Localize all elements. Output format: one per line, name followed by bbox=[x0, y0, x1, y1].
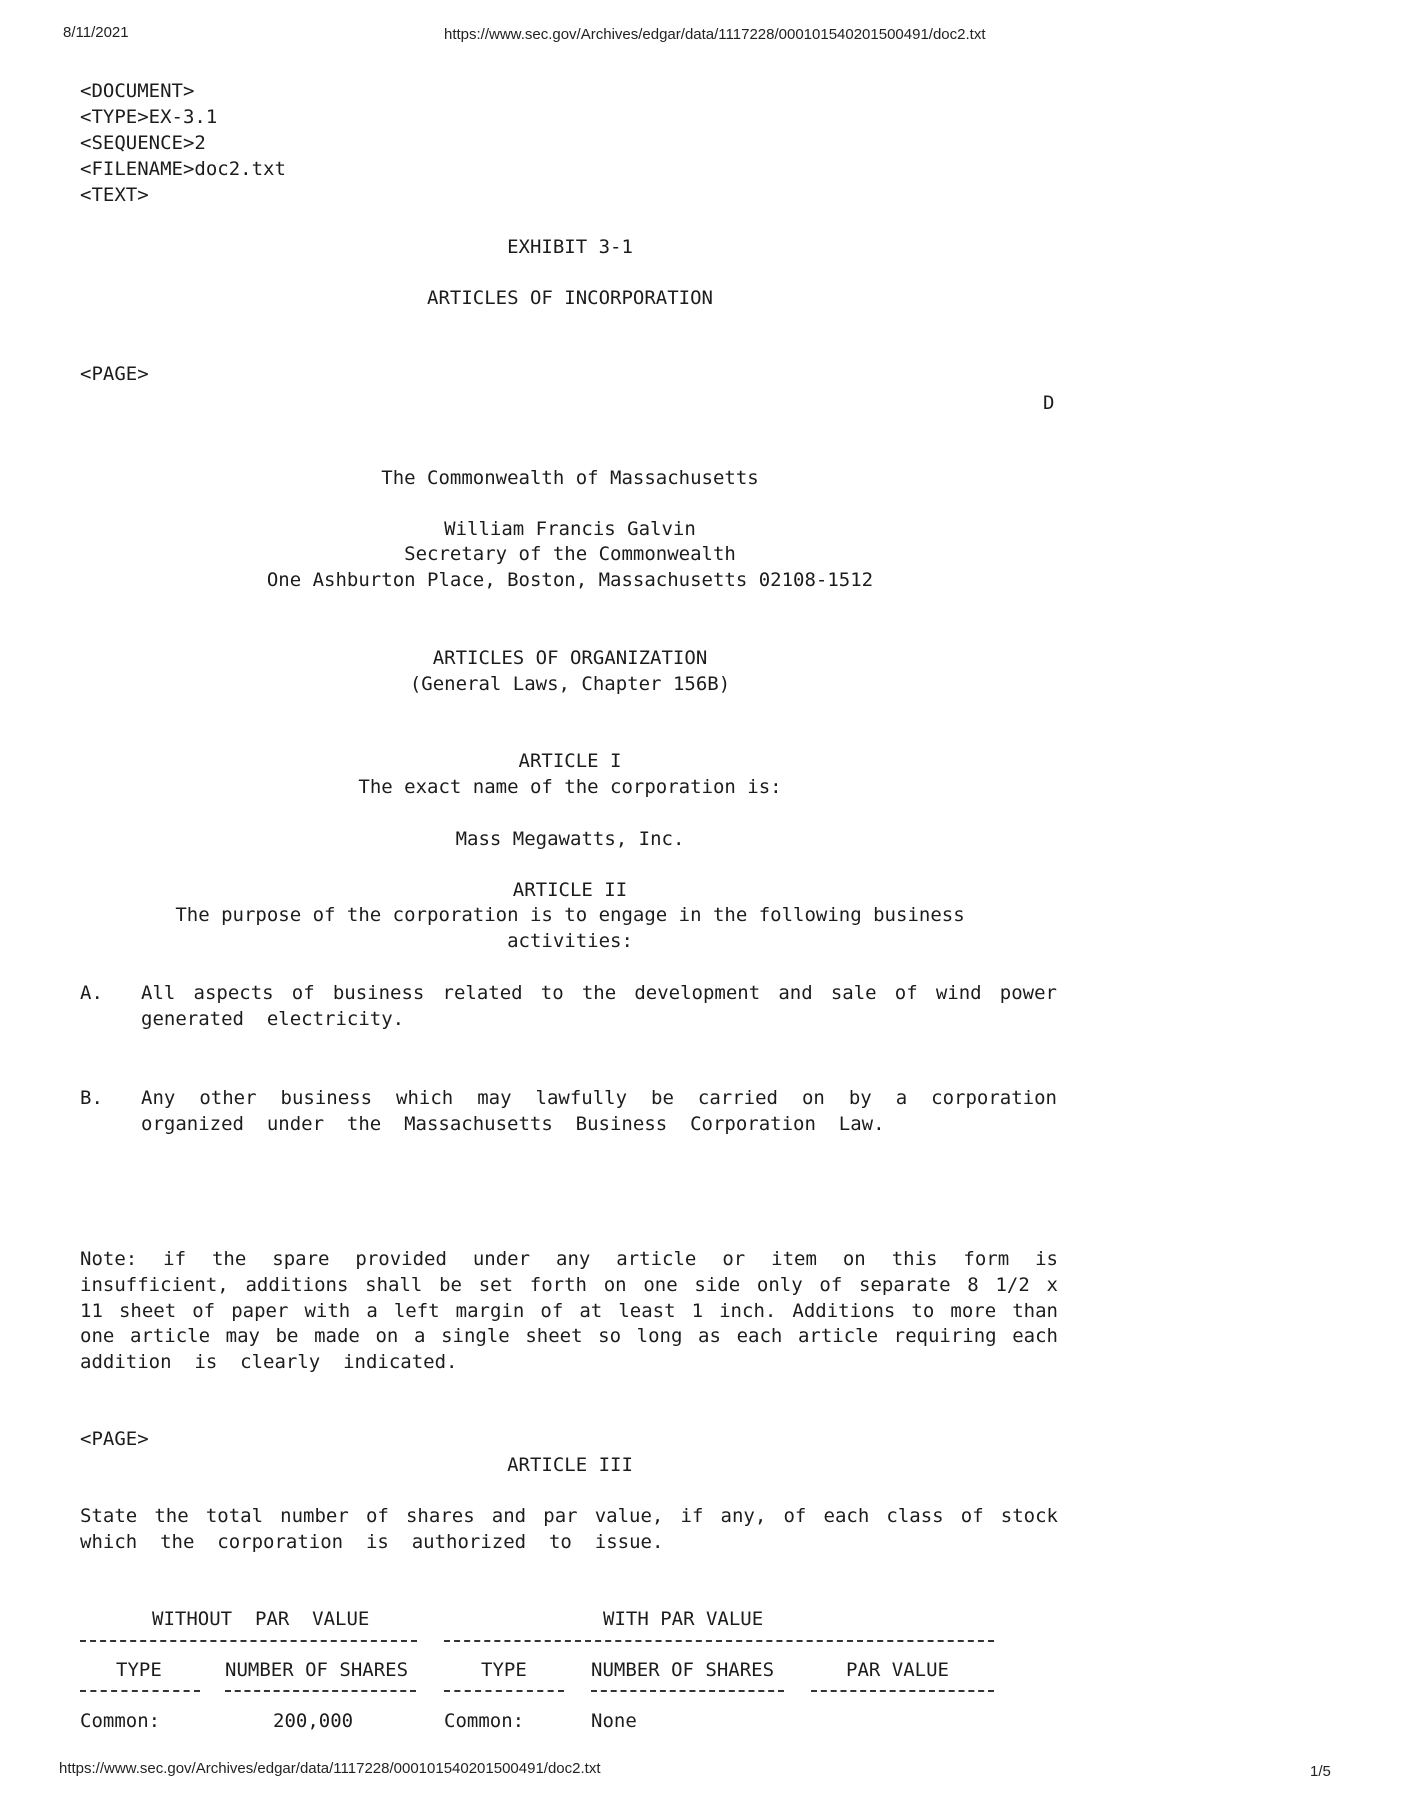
secretary-title: Secretary of the Commonwealth bbox=[404, 543, 736, 565]
col-rule-shares-2 bbox=[591, 1690, 784, 1692]
col-header-shares-2: NUMBER OF SHARES bbox=[591, 1659, 775, 1681]
item-a-line-2: generated electricity. bbox=[141, 1008, 405, 1030]
col-header-shares-1: NUMBER OF SHARES bbox=[225, 1659, 409, 1681]
sgml-text-tag: <TEXT> bbox=[80, 184, 149, 206]
article-1-prompt: The exact name of the corporation is: bbox=[358, 776, 782, 798]
note-line-3: 11 sheet of paper with a left margin of at least 1 inch. Additions to more than bbox=[80, 1300, 1058, 1322]
item-b-line-1: Any other business which may lawfully be carried on by a corporation bbox=[141, 1087, 1057, 1109]
col-rule-shares-1 bbox=[225, 1690, 416, 1692]
article-2-prompt-line-2: activities: bbox=[507, 930, 633, 952]
note-line-4: one article may be made on a single sheet so long as each article requiring each bbox=[80, 1325, 1058, 1347]
item-b-line-2: organized under the Massachusetts Business Corporation Law. bbox=[141, 1113, 885, 1135]
note-line-2: insufficient, additions shall be set forth on one side only of separate 8 1/2 x bbox=[80, 1274, 1058, 1296]
article-2-heading: ARTICLE II bbox=[512, 879, 628, 901]
group-header-without-par: WITHOUT PAR VALUE bbox=[152, 1608, 370, 1630]
col-header-type-2: TYPE bbox=[481, 1659, 527, 1681]
sgml-filename-tag: <FILENAME>doc2.txt bbox=[80, 158, 286, 180]
article-3-heading: ARTICLE III bbox=[507, 1454, 633, 1476]
group-header-with-par: WITH PAR VALUE bbox=[603, 1608, 764, 1630]
row-type-1: Common: bbox=[80, 1710, 161, 1732]
note-line-5: addition is clearly indicated. bbox=[80, 1351, 458, 1373]
article-2-prompt-line-1: The purpose of the corporation is to engage in the following business bbox=[175, 904, 965, 926]
col-rule-type-2 bbox=[444, 1690, 564, 1692]
page-tag-2: <PAGE> bbox=[80, 1428, 149, 1450]
item-a-line-1: All aspects of business related to the development and sale of wind power bbox=[141, 982, 1057, 1004]
row-shares-1: 200,000 bbox=[273, 1710, 354, 1732]
group-rule-with bbox=[444, 1640, 994, 1642]
print-page-number: 1/5 bbox=[1310, 1763, 1331, 1780]
form-law: (General Laws, Chapter 156B) bbox=[409, 673, 731, 695]
margin-mark: D bbox=[1043, 392, 1055, 414]
commonwealth-title: The Commonwealth of Massachusetts bbox=[381, 467, 759, 489]
col-header-type-1: TYPE bbox=[116, 1659, 162, 1681]
sgml-sequence-tag: <SEQUENCE>2 bbox=[80, 132, 206, 154]
article-1-heading: ARTICLE I bbox=[518, 750, 622, 772]
secretary-name: William Francis Galvin bbox=[444, 518, 696, 540]
col-rule-par-value bbox=[811, 1690, 994, 1692]
exhibit-subtitle: ARTICLES OF INCORPORATION bbox=[427, 287, 713, 309]
print-header-url[interactable]: https://www.sec.gov/Archives/edgar/data/1117228/000101540201500491/doc2.txt bbox=[444, 26, 986, 43]
article-3-prompt-line-2: which the corporation is authorized to issue. bbox=[80, 1531, 664, 1553]
col-rule-type-1 bbox=[80, 1690, 200, 1692]
group-rule-without bbox=[80, 1640, 417, 1642]
corporation-name: Mass Megawatts, Inc. bbox=[455, 828, 685, 850]
print-footer-url[interactable]: https://www.sec.gov/Archives/edgar/data/1117228/000101540201500491/doc2.txt bbox=[59, 1760, 601, 1777]
article-3-prompt-line-1: State the total number of shares and par value, if any, of each class of stock bbox=[80, 1505, 1058, 1527]
row-type-2: Common: bbox=[444, 1710, 525, 1732]
page-tag: <PAGE> bbox=[80, 363, 149, 385]
sgml-type-tag: <TYPE>EX-3.1 bbox=[80, 106, 218, 128]
exhibit-title: EXHIBIT 3-1 bbox=[507, 236, 633, 258]
secretary-address: One Ashburton Place, Boston, Massachusetts 02108-1512 bbox=[266, 569, 874, 591]
note-line-1: Note: if the spare provided under any article or item on this form is bbox=[80, 1248, 1058, 1270]
print-date: 8/11/2021 bbox=[63, 24, 129, 41]
row-shares-2: None bbox=[591, 1710, 637, 1732]
sgml-document-tag: <DOCUMENT> bbox=[80, 80, 195, 102]
item-b-label: B. bbox=[80, 1087, 103, 1109]
form-title: ARTICLES OF ORGANIZATION bbox=[432, 647, 708, 669]
col-header-par-value: PAR VALUE bbox=[846, 1659, 949, 1681]
item-a-label: A. bbox=[80, 982, 103, 1004]
